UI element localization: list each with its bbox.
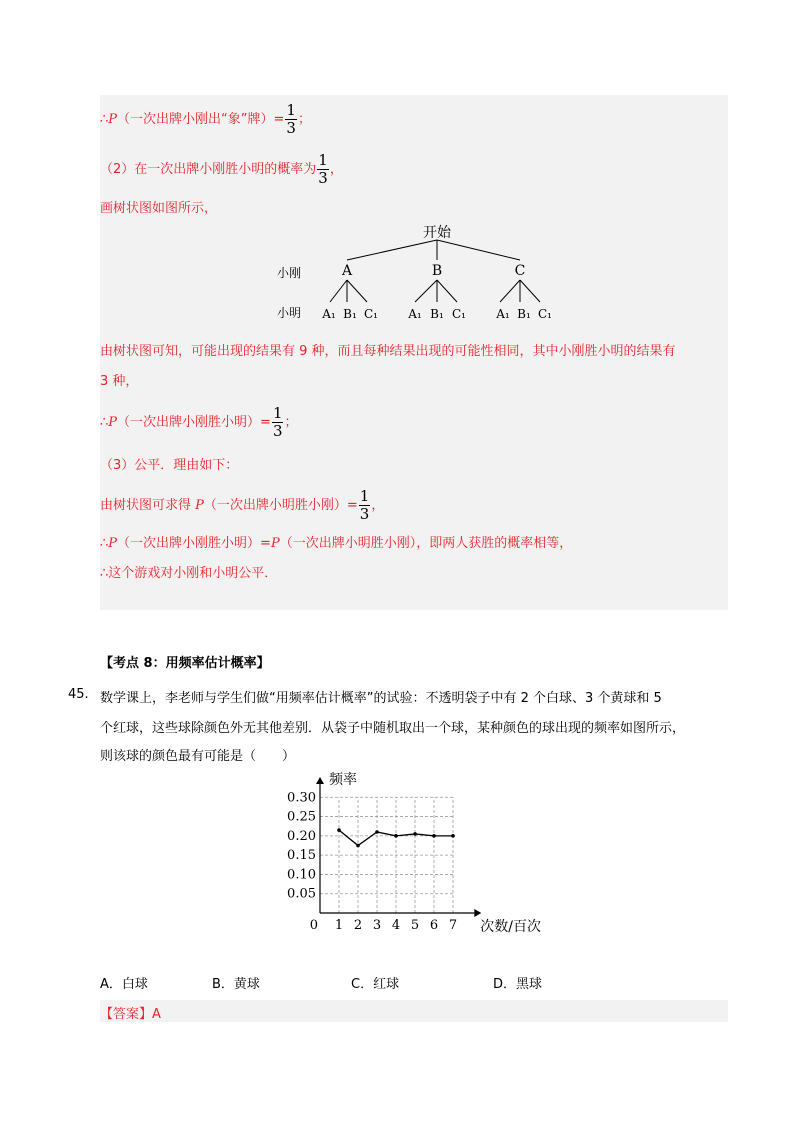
y-tick-label: 0.10	[287, 867, 316, 883]
origin-label: 0	[309, 918, 318, 933]
question-line: 数学课上，李老师与学生们做“用频率估计概率”的试验：不透明袋子中有 2 个白球、3 个黄球和 5	[100, 691, 662, 706]
y-tick-label: 0.30	[287, 790, 316, 806]
chart-axes	[316, 777, 481, 917]
tree-leaf: B₁	[517, 307, 531, 321]
fraction: $\frac{1}{3}$	[272, 404, 283, 440]
data-point	[356, 844, 360, 848]
tree-node-a: A	[341, 263, 353, 279]
y-tick-label: 0.25	[287, 809, 316, 825]
data-point	[451, 834, 455, 838]
frequency-chart	[280, 768, 570, 948]
data-point	[432, 834, 436, 838]
x-tick-label: 4	[391, 918, 401, 933]
x-tick-label: 2	[353, 918, 363, 933]
option-d: D．黑球	[493, 977, 543, 992]
solution-line-2: （2）在一次出牌小刚胜小明的概率为 $\frac{1}{3}$ ，	[100, 151, 343, 187]
solution-line-7: （3）公平．理由如下：	[100, 458, 239, 473]
tree-node-c: C	[514, 263, 526, 279]
chart-grid	[320, 797, 453, 913]
tree-leaf: C₁	[452, 307, 466, 321]
solution-line-10: ∴这个游戏对小刚和小明公平．	[100, 566, 278, 581]
tree-root: 开始	[423, 225, 451, 241]
solution-line-8: 由树状图可求得 P（一次出牌小明胜小刚）= $\frac{1}{3}$ ，	[100, 487, 385, 523]
option-a: A．白球	[100, 977, 148, 992]
y-axis-arrow	[316, 777, 324, 784]
data-point	[337, 828, 341, 832]
data-point	[375, 830, 379, 834]
question-number: 45.	[68, 687, 89, 702]
option-c: C．红球	[351, 977, 400, 992]
answer-box	[100, 1000, 728, 1022]
x-axis-arrow	[474, 909, 481, 917]
tree-row2-label: 小明	[277, 306, 302, 320]
question-line: 则该球的颜色最有可能是（ ）	[100, 749, 296, 764]
solution-line-9: ∴P（一次出牌小刚胜小明）=P（一次出牌小明胜小刚），即两人获胜的概率相等，	[100, 536, 573, 551]
x-tick-label: 6	[429, 918, 439, 933]
solution-line-1: ∴P（一次出牌小刚出“象”牌）= $\frac{1}{3}$ ；	[100, 101, 311, 137]
option-b: B．黄球	[212, 977, 260, 992]
x-tick-label: 5	[410, 918, 420, 933]
data-point	[413, 832, 417, 836]
tree-leaf: B₁	[343, 307, 357, 321]
solution-line-6: ∴P（一次出牌小刚胜小明）= $\frac{1}{3}$ ；	[100, 404, 298, 440]
data-point	[394, 834, 398, 838]
tree-row1-label: 小刚	[277, 266, 302, 280]
fraction: $\frac{1}{3}$	[318, 151, 328, 187]
tree-leaf: C₁	[364, 307, 378, 321]
x-tick-label: 3	[372, 918, 382, 933]
solution-line-4: 由树状图可知，可能出现的结果有 9 种，而且每种结果出现的可能性相同，其中小刚胜小明的结果有	[100, 344, 676, 359]
x-tick-label: 7	[448, 918, 458, 933]
tree-leaf: B₁	[430, 307, 444, 321]
question-line: 个红球，这些球除颜色外无其他差别．从袋子中随机取出一个球，某种颜色的球出现的频率如图所示，	[100, 721, 686, 736]
section-heading: 【考点 8：用频率估计概率】	[100, 656, 270, 671]
tree-leaf: A₁	[322, 307, 336, 321]
fraction: $\frac{1}{3}$	[286, 101, 296, 137]
tree-diagram	[265, 220, 565, 325]
x-tick-label: 1	[334, 918, 344, 933]
solution-line-5: 3 种，	[100, 374, 139, 389]
y-axis-label: 频率	[329, 772, 357, 788]
y-tick-label: 0.05	[287, 886, 316, 902]
tree-leaf: A₁	[408, 307, 422, 321]
fraction: $\frac{1}{3}$	[359, 487, 370, 523]
tree-leaf: C₁	[538, 307, 552, 321]
tree-node-b: B	[431, 263, 443, 279]
tree-leaf: A₁	[496, 307, 510, 321]
answer: 【答案】A	[100, 1007, 161, 1022]
solution-line-3: 画树状图如图所示，	[100, 201, 218, 216]
y-tick-label: 0.15	[287, 848, 316, 864]
chart-labels	[287, 772, 541, 935]
x-axis-label: 次数/百次	[480, 919, 542, 935]
y-tick-label: 0.20	[287, 828, 316, 844]
